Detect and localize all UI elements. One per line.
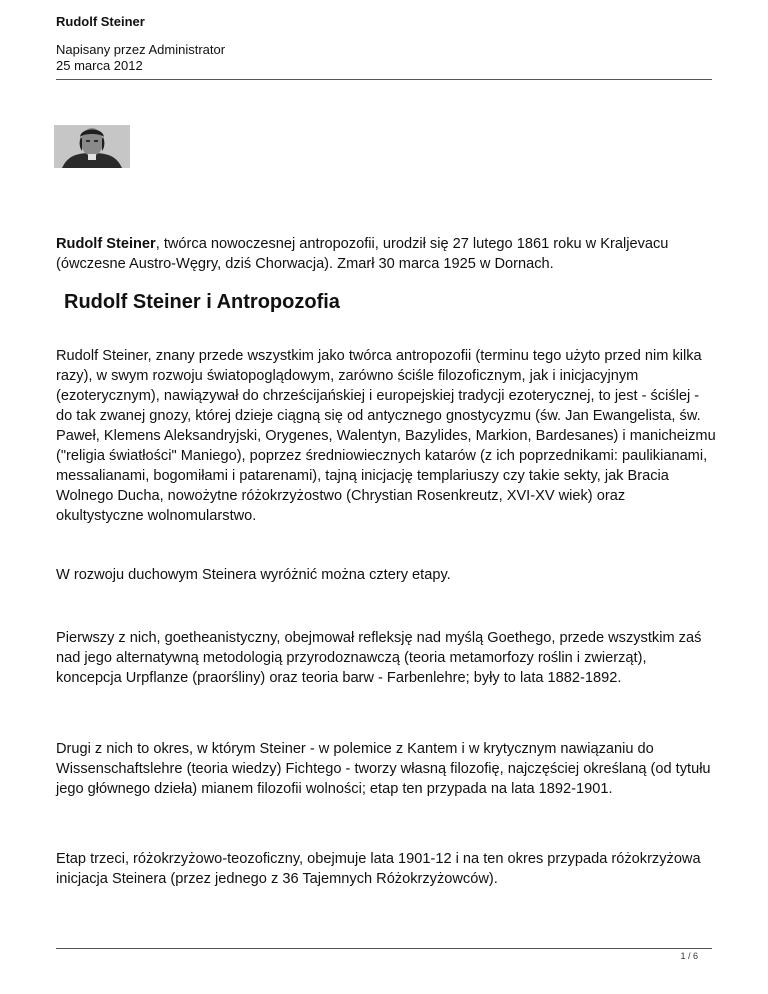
intro-text: , twórca nowoczesnej antropozofii, urodził się 27 lutego 1861 roku w Kraljevacu (ówczesne Austro-Węgry, dziś Chorwacja). Zmarł 30 marca 1925 w Dornach.	[56, 236, 669, 272]
footer-divider	[56, 948, 712, 949]
header-divider	[56, 79, 712, 80]
intro-name: Rudolf Steiner	[56, 236, 156, 252]
publish-date: 25 marca 2012	[56, 58, 143, 73]
paragraph: W rozwoju duchowym Steinera wyróżnić można cztery etapy.	[56, 567, 451, 583]
document-title: Rudolf Steiner	[56, 14, 145, 29]
document-meta	[56, 42, 712, 74]
portrait-image	[54, 125, 130, 168]
paragraph: Etap trzeci, różokrzyżowo-teozoficzny, obejmuje lata 1901-12 i na ten okres przypada różokrzyżowa inicjacja Steinera (przez jednego z 36 Tajemnych Różokrzyżowców).	[56, 851, 701, 887]
paragraph: Pierwszy z nich, goetheanistyczny, obejmował refleksję nad myślą Goethego, przede wszystkim zaś nad jego alternatywną metodologią przyrodoznawczą (teoria metamorfozy roślin i zwierząt), koncepcja Urpflanze (praorśliny) oraz teoria barw - Farbenlehre; były to lata 1882-1892.	[56, 630, 702, 686]
intro-paragraph	[56, 234, 716, 274]
author-line: Napisany przez Administrator	[56, 42, 226, 57]
section-heading: Rudolf Steiner i Antropozofia	[64, 291, 340, 313]
page-number: 1 / 6	[680, 951, 698, 961]
document-header	[56, 14, 712, 74]
paragraph: Drugi z nich to okres, w którym Steiner - w polemice z Kantem i w krytycznym nawiązaniu do Wissenschaftslehre (teoria wiedzy) Fichtego - tworzy własną filozofię, najczęściej określaną (od tytułu jego głównego dzieła) mianem filozofii wolności; etap ten przypada na lata 1892-1901.	[56, 741, 711, 797]
paragraph: Rudolf Steiner, znany przede wszystkim jako twórca antropozofii (terminu tego użyto przed nim kilka razy), w swym rozwoju światopoglądowym, zarówno ściśle filozoficznym, jak i inicjacyjnym (ezoterycznym), nawiązywał do chrześcijańskiej i europejskiej tradycji ezoterycznej, to jest - ściślej - do tak zwanej gnozy, której dzieje ciągną się od antycznego gnostycyzmu (św. Jan Ewangelista, św. Paweł, Klemens Aleksandryjski, Orygenes, Walentyn, Bazylides, Markion, Bardesanes) i manicheizmu ("religia światłości" Maniego), poprzez średniowiecznych katarów (z ich poprzednikami: paulikianami, messalianami, bogomiłami i patarenami), tajną inicjację templariuszy czy takie sekty, jak Bracia Wolnego Ducha, nowożytne różokrzyżostwo (Chrystian Rosenkreutz, XVI-XV wiek) oraz okultystyczne wolnomularstwo.	[56, 348, 716, 524]
